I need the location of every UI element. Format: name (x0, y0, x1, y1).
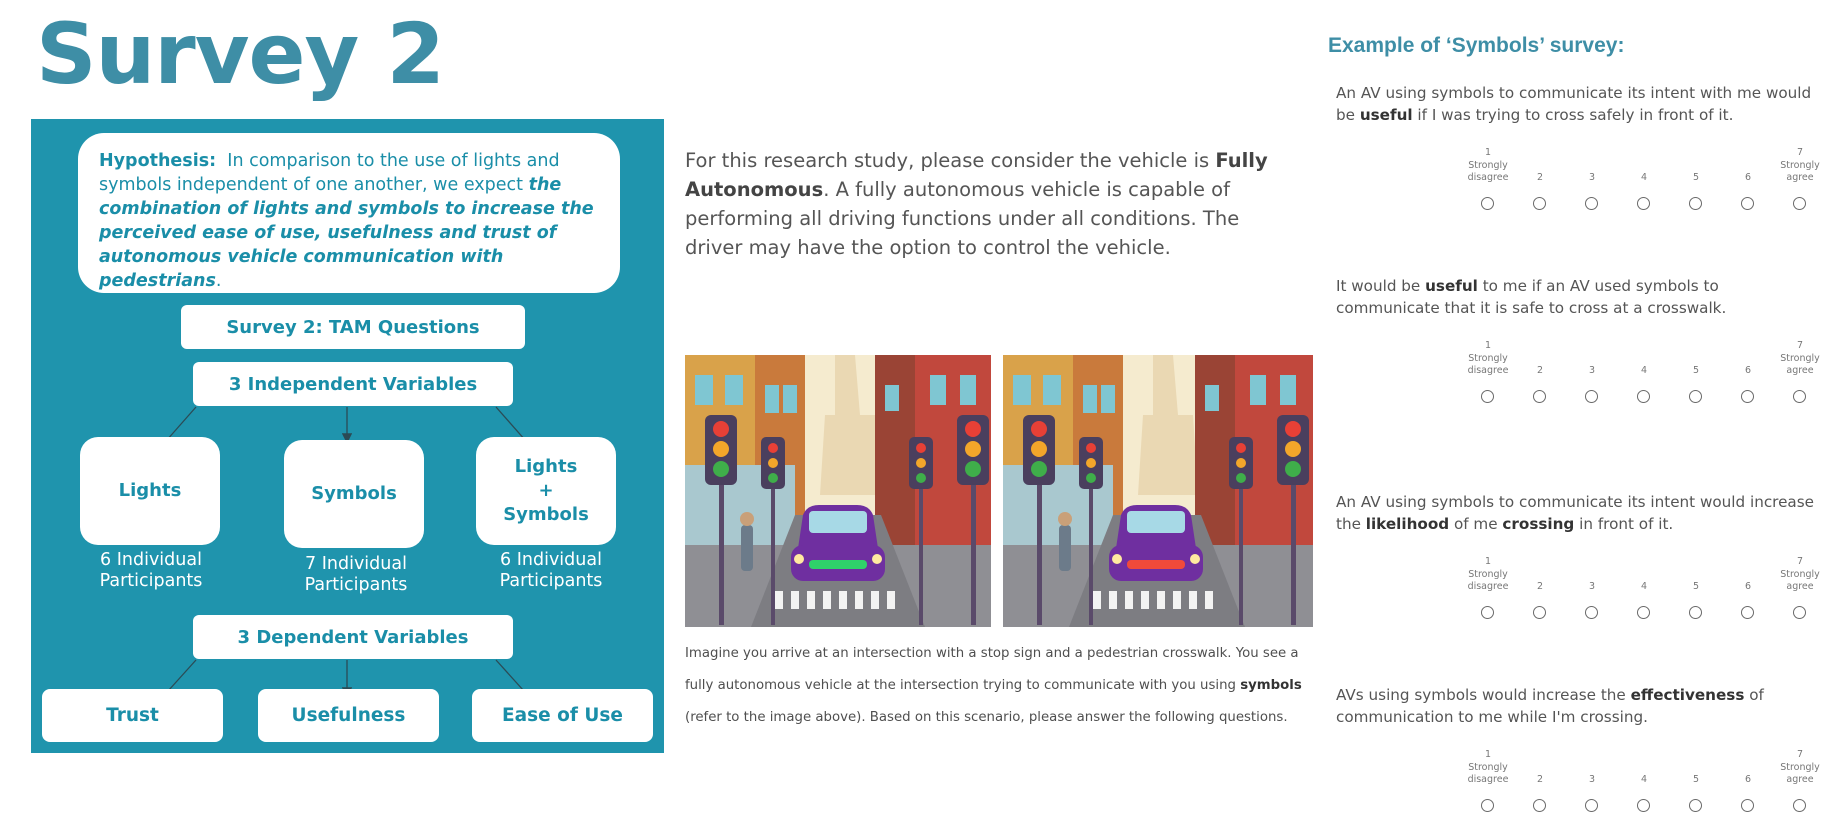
question-1-bold: useful (1359, 106, 1413, 124)
hypothesis-text: In comparison to the use of lights and symbols independent of one another, we expect (99, 151, 560, 195)
question-3-text-e: in front of it. (1579, 515, 1674, 533)
likert-label-text: agree (1786, 581, 1814, 592)
likert-label-number: 7 (1796, 340, 1804, 351)
likert-label-text: disagree (1467, 172, 1509, 183)
likert-label-number: 4 (1640, 581, 1648, 592)
question-1 (1336, 82, 1826, 126)
question-3-bold-2: crossing (1502, 515, 1575, 533)
intro-text-after: . A fully autonomous vehicle is capable of performing all driving functions under all conditions. The driver may have the option to control the vehicle. (685, 178, 1240, 259)
likert-label-7 (1774, 147, 1826, 185)
likert-label-2 (1514, 172, 1566, 185)
hypothesis-label: Hypothesis: (99, 151, 217, 171)
likert-label-number: 5 (1692, 365, 1700, 376)
hypothesis-emphasis: the combination of lights and symbols to increase the perceived ease of use, usefulness and trust of autonomous vehicle communication with pedestrians (99, 175, 594, 291)
hypothesis-box (78, 133, 620, 293)
intro-paragraph (685, 146, 1285, 262)
likert-label-text: Strongly (1468, 761, 1508, 773)
likert-label-4 (1618, 581, 1670, 594)
likert-label-number: 1 (1484, 340, 1492, 351)
question-2 (1336, 275, 1826, 319)
iv-combined-line-2: + (538, 480, 554, 501)
likert-label-text: Strongly (1780, 568, 1820, 580)
example-survey-title: Example of ‘Symbols’ survey: (1328, 34, 1625, 57)
likert-label-text: Strongly (1468, 568, 1508, 580)
likert-radio-q4-option-4[interactable] (1637, 799, 1650, 812)
likert-label-5 (1670, 365, 1722, 378)
likert-radio-q1-option-4[interactable] (1637, 197, 1650, 210)
likert-label-1 (1462, 749, 1514, 787)
study-design-diagram (31, 119, 664, 753)
independent-variables-box: 3 Independent Variables (193, 362, 513, 406)
dv-ease-of-use-box: Ease of Use (472, 689, 653, 742)
likert-radio-q1-option-5[interactable] (1689, 197, 1702, 210)
likert-radio-q1-option-1[interactable] (1481, 197, 1494, 210)
question-2-text-a: It would be (1336, 277, 1421, 295)
participants-lights: 6 Individual Participants (99, 550, 203, 591)
likert-scale-q1 (1462, 147, 1820, 217)
likert-label-number: 3 (1588, 774, 1596, 785)
likert-label-number: 5 (1692, 581, 1700, 592)
likert-radio-q2-option-3[interactable] (1585, 390, 1598, 403)
question-3-text-c: of me (1453, 515, 1498, 533)
likert-label-text: disagree (1467, 774, 1509, 785)
likert-label-number: 7 (1796, 147, 1804, 158)
iv-combined-line-1: Lights (514, 456, 578, 477)
intro-text-before: For this research study, please consider the vehicle is (685, 149, 1210, 172)
likert-label-number: 1 (1484, 147, 1492, 158)
scenario-text-before: Imagine you arrive at an intersection with a stop sign and a pedestrian crosswalk. You see a fully autonomous vehicle at the intersection trying to communicate with you using (685, 646, 1299, 693)
likert-radio-q2-option-2[interactable] (1533, 390, 1546, 403)
likert-label-6 (1722, 365, 1774, 378)
likert-radio-q1-option-3[interactable] (1585, 197, 1598, 210)
likert-radio-q2-option-7[interactable] (1793, 390, 1806, 403)
question-3-text-a: An AV using symbols to communicate its intent would increase the (1336, 493, 1814, 533)
likert-label-4 (1618, 172, 1670, 185)
likert-label-number: 6 (1744, 774, 1752, 785)
scenario-bold: symbols (1240, 678, 1302, 693)
iv-symbols-box: Symbols (284, 440, 424, 548)
likert-label-number: 7 (1796, 556, 1804, 567)
likert-label-text: agree (1786, 365, 1814, 376)
likert-radio-q3-option-7[interactable] (1793, 606, 1806, 619)
likert-label-6 (1722, 581, 1774, 594)
question-4-text-a: AVs using symbols would increase the (1336, 686, 1626, 704)
likert-label-number: 1 (1484, 556, 1492, 567)
likert-label-1 (1462, 340, 1514, 378)
participants-combined: 6 Individual Participants (499, 550, 603, 591)
likert-radio-q3-option-4[interactable] (1637, 606, 1650, 619)
likert-label-7 (1774, 340, 1826, 378)
likert-label-text: disagree (1467, 365, 1509, 376)
likert-label-number: 5 (1692, 774, 1700, 785)
likert-label-number: 2 (1536, 172, 1544, 183)
likert-label-3 (1566, 365, 1618, 378)
likert-radio-q2-option-6[interactable] (1741, 390, 1754, 403)
question-1-text-c: if I was trying to cross safely in front of it. (1417, 106, 1734, 124)
likert-radio-q2-option-4[interactable] (1637, 390, 1650, 403)
likert-radio-q2-option-1[interactable] (1481, 390, 1494, 403)
likert-label-3 (1566, 581, 1618, 594)
iv-lights-box: Lights (80, 437, 220, 545)
question-3 (1336, 491, 1826, 535)
likert-label-number: 6 (1744, 172, 1752, 183)
likert-radio-q4-option-7[interactable] (1793, 799, 1806, 812)
likert-label-number: 4 (1640, 774, 1648, 785)
likert-label-6 (1722, 172, 1774, 185)
likert-label-5 (1670, 774, 1722, 787)
likert-radio-q4-option-5[interactable] (1689, 799, 1702, 812)
likert-scale-q4 (1462, 749, 1820, 819)
likert-radio-q4-option-2[interactable] (1533, 799, 1546, 812)
likert-label-number: 2 (1536, 774, 1544, 785)
likert-radio-q1-option-2[interactable] (1533, 197, 1546, 210)
likert-label-number: 3 (1588, 365, 1596, 376)
likert-label-number: 4 (1640, 365, 1648, 376)
iv-combined-line-3: Symbols (503, 504, 589, 525)
likert-label-5 (1670, 581, 1722, 594)
likert-label-4 (1618, 365, 1670, 378)
participants-symbols: 7 Individual Participants (304, 554, 408, 595)
likert-radio-q4-option-6[interactable] (1741, 799, 1754, 812)
likert-scale-q2 (1462, 340, 1820, 410)
likert-label-number: 2 (1536, 365, 1544, 376)
likert-label-text: disagree (1467, 581, 1509, 592)
scenario-description (685, 638, 1315, 734)
likert-label-number: 3 (1588, 172, 1596, 183)
likert-label-3 (1566, 774, 1618, 787)
likert-label-text: Strongly (1468, 352, 1508, 364)
iv-combined-box (476, 437, 616, 545)
likert-label-7 (1774, 749, 1826, 787)
scenario-text-after: (refer to the image above). Based on this scenario, please answer the following questions. (685, 710, 1288, 725)
question-4 (1336, 684, 1826, 728)
likert-label-7 (1774, 556, 1826, 594)
question-4-bold: effectiveness (1630, 686, 1745, 704)
survey-tam-box: Survey 2: TAM Questions (181, 305, 525, 349)
scene-red-drawing (1003, 355, 1313, 627)
dv-trust-box: Trust (42, 689, 223, 742)
intro-bold: Fully Autonomous (685, 149, 1268, 201)
likert-label-2 (1514, 365, 1566, 378)
likert-label-text: Strongly (1780, 761, 1820, 773)
hypothesis-end: . (215, 271, 222, 291)
likert-label-number: 3 (1588, 581, 1596, 592)
likert-label-text: agree (1786, 172, 1814, 183)
likert-radio-q4-option-1[interactable] (1481, 799, 1494, 812)
likert-radio-q1-option-7[interactable] (1793, 197, 1806, 210)
likert-label-2 (1514, 581, 1566, 594)
likert-label-3 (1566, 172, 1618, 185)
likert-label-text: Strongly (1468, 159, 1508, 171)
likert-label-number: 1 (1484, 749, 1492, 760)
likert-label-5 (1670, 172, 1722, 185)
likert-label-number: 2 (1536, 581, 1544, 592)
likert-label-number: 6 (1744, 365, 1752, 376)
likert-radio-q3-option-6[interactable] (1741, 606, 1754, 619)
likert-radio-q2-option-5[interactable] (1689, 390, 1702, 403)
likert-label-number: 6 (1744, 581, 1752, 592)
scene-illustration-red-symbol (1003, 355, 1313, 627)
likert-label-4 (1618, 774, 1670, 787)
likert-label-number: 7 (1796, 749, 1804, 760)
likert-radio-q3-option-5[interactable] (1689, 606, 1702, 619)
likert-radio-q3-option-1[interactable] (1481, 606, 1494, 619)
dv-usefulness-box: Usefulness (258, 689, 439, 742)
likert-label-text: Strongly (1780, 352, 1820, 364)
scene-green-drawing (685, 355, 991, 627)
likert-label-number: 4 (1640, 172, 1648, 183)
question-3-bold: likelihood (1365, 515, 1450, 533)
likert-label-2 (1514, 774, 1566, 787)
likert-label-1 (1462, 556, 1514, 594)
dependent-variables-box: 3 Dependent Variables (193, 615, 513, 659)
likert-label-text: Strongly (1780, 159, 1820, 171)
question-2-bold: useful (1425, 277, 1478, 295)
likert-label-6 (1722, 774, 1774, 787)
likert-radio-q4-option-3[interactable] (1585, 799, 1598, 812)
likert-radio-q3-option-2[interactable] (1533, 606, 1546, 619)
likert-scale-q3 (1462, 556, 1820, 626)
question-4-text-c: of communication to me while I'm crossing. (1336, 686, 1764, 726)
question-1-text-a: An AV using symbols to communicate its intent with me would be (1336, 84, 1812, 124)
likert-label-number: 5 (1692, 172, 1700, 183)
scene-illustration-green-symbol (685, 355, 991, 627)
page-title: Survey 2 (36, 5, 444, 103)
likert-radio-q1-option-6[interactable] (1741, 197, 1754, 210)
question-2-text-c: to me if an AV used symbols to communicate that it is safe to cross at a crosswalk. (1336, 277, 1727, 317)
likert-label-text: agree (1786, 774, 1814, 785)
likert-label-1 (1462, 147, 1514, 185)
likert-radio-q3-option-3[interactable] (1585, 606, 1598, 619)
